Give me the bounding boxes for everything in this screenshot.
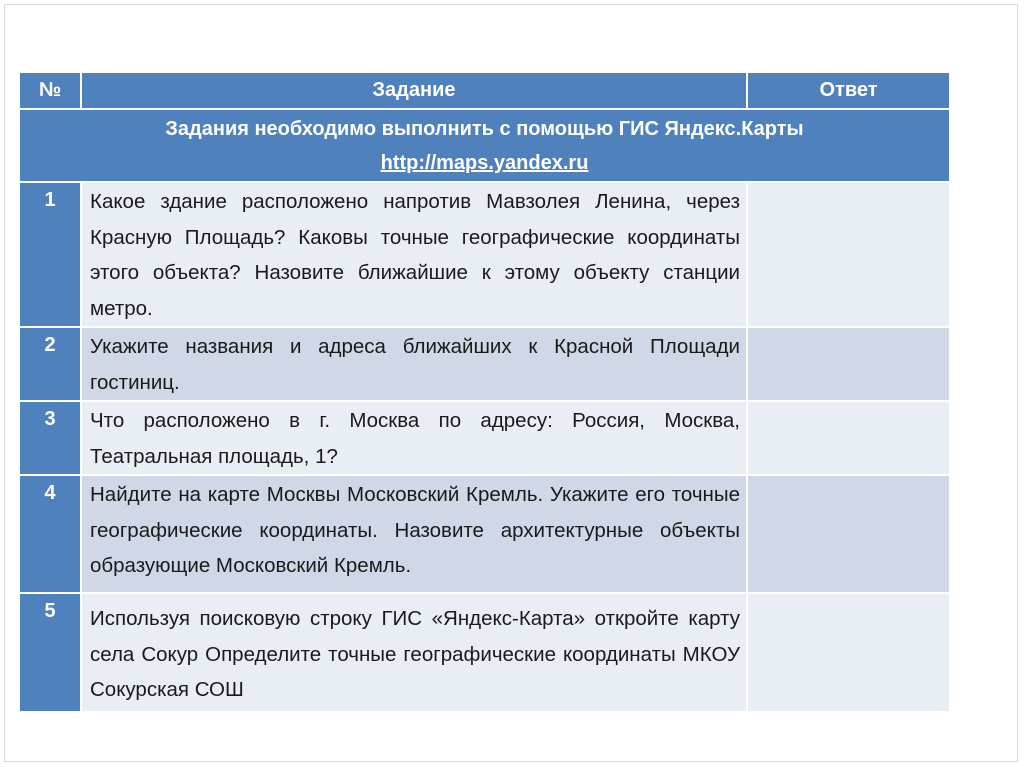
table-row: [19, 327, 950, 401]
row-task: Какое здание расположено напротив Мавзолея Ленина, через Красную Площадь? Каковы точные географические координаты этого объекта? Назовите ближайшие к этому объекту станции метро.: [81, 182, 747, 327]
table-subheader-row: [19, 109, 950, 182]
row-task: Используя поисковую строку ГИС «Яндекс-Карта» откройте карту села Сокур Определите точные географические координаты МКОУ Сокурская СОШ: [81, 593, 747, 712]
row-task: Укажите названия и адреса ближайших к Красной Площади гостиниц.: [81, 327, 747, 401]
row-number: 5: [19, 593, 81, 712]
row-number: 4: [19, 475, 81, 593]
table-row: [19, 593, 950, 712]
subheader-cell: [19, 109, 950, 182]
row-answer[interactable]: [747, 401, 950, 475]
table-row: [19, 475, 950, 593]
table-header-row: [19, 72, 950, 109]
row-number: 1: [19, 182, 81, 327]
row-answer[interactable]: [747, 327, 950, 401]
header-task: Задание: [81, 72, 747, 109]
table-row: [19, 401, 950, 475]
row-answer[interactable]: [747, 593, 950, 712]
row-task: Найдите на карте Москвы Московский Кремль. Укажите его точные географические координаты. Назовите архитектурные объекты образующие Московский Кремль.: [81, 475, 747, 593]
header-number: №: [19, 72, 81, 109]
row-task: Что расположено в г. Москва по адресу: Россия, Москва, Театральная площадь, 1?: [81, 401, 747, 475]
table-row: [19, 182, 950, 327]
row-number: 2: [19, 327, 81, 401]
yandex-maps-link[interactable]: http://maps.yandex.ru: [380, 152, 589, 174]
tasks-table: [18, 71, 951, 713]
subheader-text: Задания необходимо выполнить с помощью ГИС Яндекс.Карты: [165, 118, 804, 140]
row-answer[interactable]: [747, 182, 950, 327]
header-answer: Ответ: [747, 72, 950, 109]
row-answer[interactable]: [747, 475, 950, 593]
row-number: 3: [19, 401, 81, 475]
